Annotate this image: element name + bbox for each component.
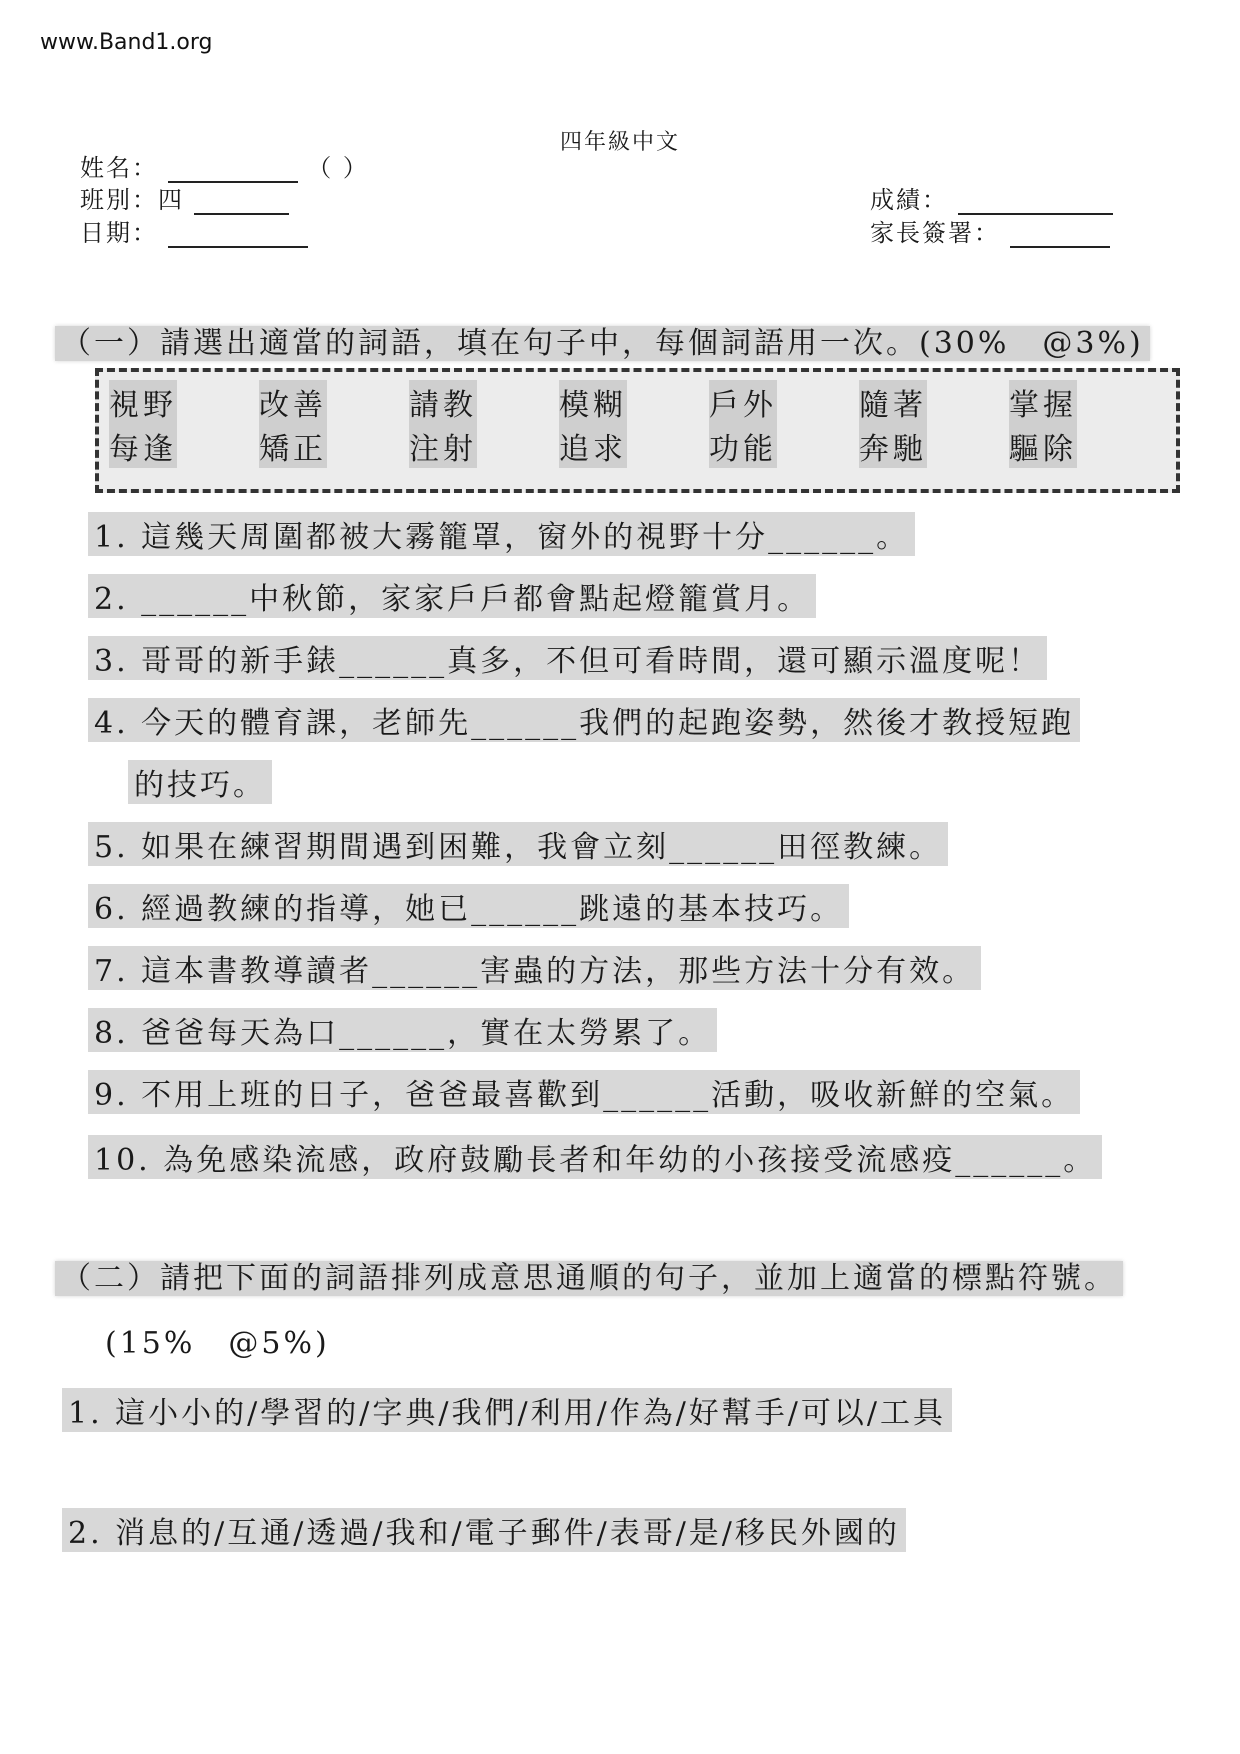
word-bank-item: 戶外 <box>709 380 777 424</box>
parent-signature-blank <box>1010 222 1110 248</box>
question-item: 1. 這幾天周圍都被大霧籠罩，窗外的視野十分______。 <box>88 512 915 556</box>
score-blank <box>958 189 1113 215</box>
word-bank-item: 注射 <box>409 424 477 468</box>
date-row <box>80 213 308 248</box>
word-bank-item: 掌握 <box>1009 380 1077 424</box>
class-row <box>80 180 289 215</box>
question-item: 3. 哥哥的新手錶______真多，不但可看時間，還可顯示溫度呢！ <box>88 636 1047 680</box>
question-item: 2. ______中秋節，家家戶戶都會點起燈籠賞月。 <box>88 574 816 618</box>
question-item: 5. 如果在練習期間遇到困難，我會立刻______田徑教練。 <box>88 822 948 866</box>
name-row <box>80 148 369 183</box>
section2-score: (15% @5%) <box>105 1326 330 1361</box>
word-bank-item: 改善 <box>259 380 327 424</box>
section2-heading: （二）請把下面的詞語排列成意思通順的句子，並加上適當的標點符號。 <box>55 1253 1123 1297</box>
question-item: 9. 不用上班的日子，爸爸最喜歡到______活動，吸收新鮮的空氣。 <box>88 1070 1080 1114</box>
worksheet-title: 四年級中文 <box>559 130 680 155</box>
date-blank <box>168 222 308 248</box>
reorder-question: 1. 這小小的/學習的/字典/我們/利用/作為/好幫手/可以/工具 <box>62 1388 952 1432</box>
parent-signature-label: 家長簽署： <box>870 219 1000 247</box>
word-bank <box>95 368 1180 493</box>
reorder-question: 2. 消息的/互通/透過/我和/電子郵件/表哥/是/移民外國的 <box>62 1508 906 1552</box>
question-item: 6. 經過教練的指導，她已______跳遠的基本技巧。 <box>88 884 849 928</box>
word-bank-item: 每逢 <box>109 424 177 468</box>
word-bank-item: 奔馳 <box>859 424 927 468</box>
word-bank-item: 隨著 <box>859 380 927 424</box>
word-bank-item: 請教 <box>409 380 477 424</box>
class-blank <box>194 189 289 215</box>
word-bank-item: 驅除 <box>1009 424 1077 468</box>
question-item: 7. 這本書教導讀者______害蟲的方法，那些方法十分有效。 <box>88 946 981 990</box>
section1-heading: （一）請選出適當的詞語，填在句子中，每個詞語用一次。(30% @3%) <box>55 318 1150 362</box>
word-bank-item: 模糊 <box>559 380 627 424</box>
parent-signature-row <box>870 213 1110 248</box>
word-bank-item: 功能 <box>709 424 777 468</box>
word-bank-item: 視野 <box>109 380 177 424</box>
class-label: 班別：四 <box>80 186 184 214</box>
question-item: 8. 爸爸每天為口______，實在太勞累了。 <box>88 1008 717 1052</box>
question-item: 4. 今天的體育課，老師先______我們的起跑姿勢，然後才教授短跑 <box>88 698 1080 742</box>
question-item: 10. 為免感染流感，政府鼓勵長者和年幼的小孩接受流感疫______。 <box>88 1135 1102 1179</box>
score-label: 成績： <box>870 186 948 214</box>
name-suffix: （ ） <box>307 154 369 182</box>
word-bank-item: 追求 <box>559 424 627 468</box>
question-continuation: 的技巧。 <box>128 760 272 804</box>
site-url[interactable]: www.Band1.org <box>40 30 213 55</box>
score-row <box>870 180 1113 215</box>
date-label: 日期： <box>80 219 158 247</box>
word-bank-item: 矯正 <box>259 424 327 468</box>
name-label: 姓名： <box>80 154 158 182</box>
